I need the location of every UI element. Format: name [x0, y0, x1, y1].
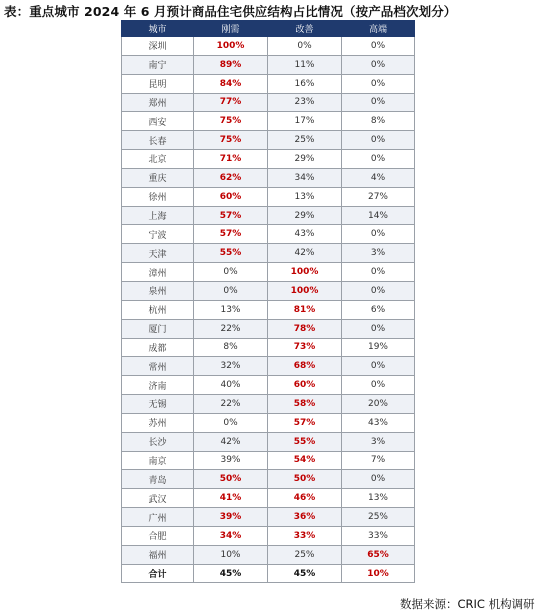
city-cell: 济南 — [122, 376, 194, 395]
improvement-cell: 81% — [268, 300, 342, 319]
improvement-cell: 16% — [268, 74, 342, 93]
improvement-cell: 78% — [268, 319, 342, 338]
high-end-cell: 0% — [342, 37, 415, 56]
high-end-cell: 3% — [342, 244, 415, 263]
city-cell: 无锡 — [122, 395, 194, 414]
rigid-demand-cell: 39% — [194, 451, 268, 470]
high-end-cell: 0% — [342, 376, 415, 395]
rigid-demand-cell: 39% — [194, 508, 268, 527]
improvement-cell: 34% — [268, 168, 342, 187]
high-end-cell: 0% — [342, 93, 415, 112]
rigid-demand-cell: 45% — [194, 564, 268, 583]
improvement-cell: 36% — [268, 508, 342, 527]
table-row — [122, 432, 415, 451]
improvement-cell: 43% — [268, 225, 342, 244]
city-cell: 青岛 — [122, 470, 194, 489]
improvement-cell: 13% — [268, 187, 342, 206]
improvement-cell: 100% — [268, 263, 342, 282]
rigid-demand-cell: 75% — [194, 112, 268, 131]
city-cell: 广州 — [122, 508, 194, 527]
table-row — [122, 93, 415, 112]
high-end-cell: 33% — [342, 526, 415, 545]
rigid-demand-cell: 84% — [194, 74, 268, 93]
table-row — [122, 395, 415, 414]
table-row — [122, 168, 415, 187]
rigid-demand-cell: 34% — [194, 526, 268, 545]
rigid-demand-cell: 32% — [194, 357, 268, 376]
rigid-demand-cell: 50% — [194, 470, 268, 489]
city-cell: 厦门 — [122, 319, 194, 338]
rigid-demand-cell: 10% — [194, 545, 268, 564]
header-city: 城市 — [122, 21, 194, 37]
rigid-demand-cell: 75% — [194, 131, 268, 150]
table-row — [122, 319, 415, 338]
city-cell: 福州 — [122, 545, 194, 564]
city-cell: 郑州 — [122, 93, 194, 112]
city-cell: 苏州 — [122, 413, 194, 432]
improvement-cell: 50% — [268, 470, 342, 489]
city-cell: 成都 — [122, 338, 194, 357]
city-cell: 天津 — [122, 244, 194, 263]
rigid-demand-cell: 57% — [194, 206, 268, 225]
rigid-demand-cell: 40% — [194, 376, 268, 395]
high-end-cell: 0% — [342, 281, 415, 300]
city-cell: 深圳 — [122, 37, 194, 56]
table-row — [122, 244, 415, 263]
improvement-cell: 68% — [268, 357, 342, 376]
rigid-demand-cell: 22% — [194, 395, 268, 414]
high-end-cell: 0% — [342, 55, 415, 74]
improvement-cell: 29% — [268, 206, 342, 225]
total-row — [122, 564, 415, 583]
city-cell: 徐州 — [122, 187, 194, 206]
table-title: 表：重点城市 2024 年 6 月预计商品住宅供应结构占比情况（按产品档次划分） — [4, 4, 457, 19]
city-cell: 杭州 — [122, 300, 194, 319]
rigid-demand-cell: 55% — [194, 244, 268, 263]
data-source: 数据来源：CRIC 机构调研 — [400, 597, 535, 611]
rigid-demand-cell: 22% — [194, 319, 268, 338]
improvement-cell: 100% — [268, 281, 342, 300]
high-end-cell: 3% — [342, 432, 415, 451]
header-high-end: 高端 — [342, 21, 415, 37]
improvement-cell: 23% — [268, 93, 342, 112]
table-row — [122, 451, 415, 470]
city-cell: 长春 — [122, 131, 194, 150]
high-end-cell: 0% — [342, 263, 415, 282]
table-row — [122, 470, 415, 489]
rigid-demand-cell: 57% — [194, 225, 268, 244]
high-end-cell: 4% — [342, 168, 415, 187]
improvement-cell: 17% — [268, 112, 342, 131]
table-row — [122, 545, 415, 564]
high-end-cell: 0% — [342, 319, 415, 338]
table-row — [122, 489, 415, 508]
table-row — [122, 112, 415, 131]
improvement-cell: 42% — [268, 244, 342, 263]
high-end-cell: 0% — [342, 470, 415, 489]
rigid-demand-cell: 71% — [194, 150, 268, 169]
high-end-cell: 27% — [342, 187, 415, 206]
table-row — [122, 187, 415, 206]
table-header-row — [122, 21, 415, 37]
improvement-cell: 46% — [268, 489, 342, 508]
improvement-cell: 25% — [268, 131, 342, 150]
table-row — [122, 55, 415, 74]
high-end-cell: 0% — [342, 225, 415, 244]
high-end-cell: 14% — [342, 206, 415, 225]
high-end-cell: 0% — [342, 357, 415, 376]
city-cell: 南宁 — [122, 55, 194, 74]
table-row — [122, 338, 415, 357]
city-cell: 南京 — [122, 451, 194, 470]
high-end-cell: 7% — [342, 451, 415, 470]
table-body — [122, 37, 415, 583]
improvement-cell: 33% — [268, 526, 342, 545]
table-row — [122, 413, 415, 432]
city-cell: 长沙 — [122, 432, 194, 451]
supply-structure-table — [121, 20, 415, 583]
city-cell: 西安 — [122, 112, 194, 131]
high-end-cell: 10% — [342, 564, 415, 583]
table-row — [122, 74, 415, 93]
rigid-demand-cell: 0% — [194, 281, 268, 300]
city-cell: 上海 — [122, 206, 194, 225]
header-improvement: 改善 — [268, 21, 342, 37]
rigid-demand-cell: 100% — [194, 37, 268, 56]
total-label: 合计 — [122, 564, 194, 583]
high-end-cell: 6% — [342, 300, 415, 319]
high-end-cell: 43% — [342, 413, 415, 432]
rigid-demand-cell: 13% — [194, 300, 268, 319]
city-cell: 重庆 — [122, 168, 194, 187]
improvement-cell: 29% — [268, 150, 342, 169]
table-row — [122, 150, 415, 169]
improvement-cell: 55% — [268, 432, 342, 451]
rigid-demand-cell: 42% — [194, 432, 268, 451]
high-end-cell: 8% — [342, 112, 415, 131]
high-end-cell: 0% — [342, 74, 415, 93]
high-end-cell: 13% — [342, 489, 415, 508]
rigid-demand-cell: 77% — [194, 93, 268, 112]
rigid-demand-cell: 0% — [194, 413, 268, 432]
high-end-cell: 0% — [342, 150, 415, 169]
city-cell: 合肥 — [122, 526, 194, 545]
improvement-cell: 57% — [268, 413, 342, 432]
city-cell: 宁波 — [122, 225, 194, 244]
table-row — [122, 376, 415, 395]
rigid-demand-cell: 0% — [194, 263, 268, 282]
table-row — [122, 37, 415, 56]
high-end-cell: 0% — [342, 131, 415, 150]
table-row — [122, 131, 415, 150]
high-end-cell: 20% — [342, 395, 415, 414]
improvement-cell: 54% — [268, 451, 342, 470]
improvement-cell: 0% — [268, 37, 342, 56]
improvement-cell: 45% — [268, 564, 342, 583]
table-row — [122, 206, 415, 225]
rigid-demand-cell: 89% — [194, 55, 268, 74]
improvement-cell: 60% — [268, 376, 342, 395]
rigid-demand-cell: 62% — [194, 168, 268, 187]
table-row — [122, 526, 415, 545]
city-cell: 武汉 — [122, 489, 194, 508]
high-end-cell: 25% — [342, 508, 415, 527]
improvement-cell: 58% — [268, 395, 342, 414]
high-end-cell: 65% — [342, 545, 415, 564]
improvement-cell: 73% — [268, 338, 342, 357]
high-end-cell: 19% — [342, 338, 415, 357]
rigid-demand-cell: 41% — [194, 489, 268, 508]
city-cell: 漳州 — [122, 263, 194, 282]
city-cell: 北京 — [122, 150, 194, 169]
table-row — [122, 281, 415, 300]
table-row — [122, 225, 415, 244]
header-rigid-demand: 刚需 — [194, 21, 268, 37]
city-cell: 常州 — [122, 357, 194, 376]
improvement-cell: 25% — [268, 545, 342, 564]
rigid-demand-cell: 8% — [194, 338, 268, 357]
improvement-cell: 11% — [268, 55, 342, 74]
city-cell: 昆明 — [122, 74, 194, 93]
rigid-demand-cell: 60% — [194, 187, 268, 206]
table-row — [122, 508, 415, 527]
table-row — [122, 357, 415, 376]
table-row — [122, 263, 415, 282]
city-cell: 泉州 — [122, 281, 194, 300]
table-row — [122, 300, 415, 319]
